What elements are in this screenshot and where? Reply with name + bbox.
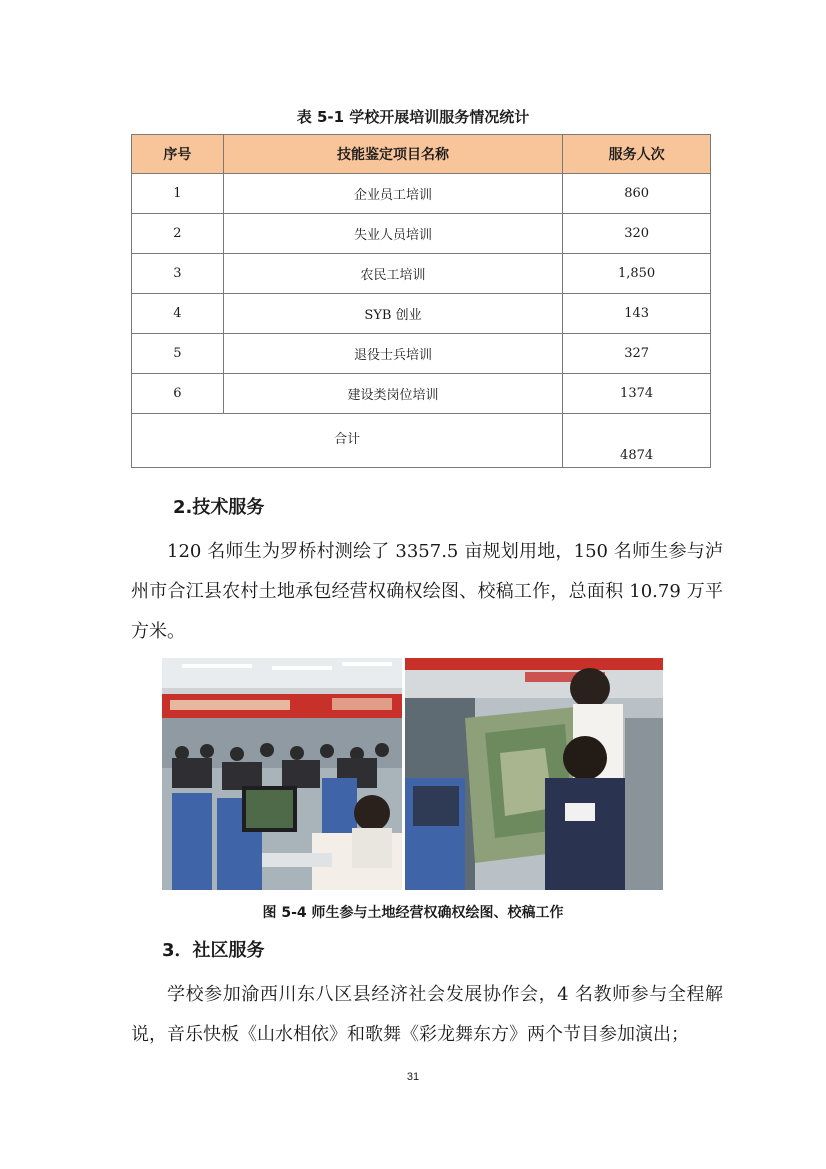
table-row bbox=[132, 334, 711, 374]
paragraph-text: 学校参加渝西川东八区县经济社会发展协作会，4 名教师参与全程解说，音乐快板《山水相依》和歌舞《彩龙舞东方》两个节目参加演出； bbox=[131, 984, 723, 1045]
row-service-count: 1,850 bbox=[563, 254, 711, 294]
section-heading-tech-service: 2.技术服务 bbox=[173, 497, 265, 518]
figure-photos bbox=[162, 658, 663, 890]
table-row bbox=[132, 374, 711, 414]
row-service-count: 1374 bbox=[563, 374, 711, 414]
row-service-count: 327 bbox=[563, 334, 711, 374]
row-index: 1 bbox=[132, 174, 224, 214]
computer-lab-photo bbox=[162, 658, 402, 890]
row-item-name: 建设类岗位培训 bbox=[223, 374, 562, 414]
row-index: 6 bbox=[132, 374, 224, 414]
row-item-name: 企业员工培训 bbox=[223, 174, 562, 214]
row-item-name: 退役士兵培训 bbox=[223, 334, 562, 374]
table-row bbox=[132, 254, 711, 294]
row-item-name: 农民工培训 bbox=[223, 254, 562, 294]
paragraph-text: 120 名师生为罗桥村测绘了 3357.5 亩规划用地，150 名师生参与泸州市合江县农村土地承包经营权确权绘图、校稿工作，总面积 10.79 万平方米。 bbox=[131, 541, 723, 642]
table-caption: 表 5-1 学校开展培训服务情况统计 bbox=[296, 108, 530, 126]
row-index: 4 bbox=[132, 294, 224, 334]
row-item-name: SYB 创业 bbox=[223, 294, 562, 334]
map-proofreading-photo bbox=[405, 658, 663, 890]
header-service-count: 服务人次 bbox=[563, 135, 711, 174]
total-value: 4874 bbox=[563, 414, 711, 468]
tech-service-paragraph bbox=[131, 532, 723, 652]
row-index: 3 bbox=[132, 254, 224, 294]
figure-caption: 图 5-4 师生参与土地经营权确权绘图、校稿工作 bbox=[262, 905, 564, 921]
row-index: 5 bbox=[132, 334, 224, 374]
row-service-count: 320 bbox=[563, 214, 711, 254]
table-row bbox=[132, 214, 711, 254]
header-item-name: 技能鉴定项目名称 bbox=[223, 135, 562, 174]
table-total-row bbox=[132, 414, 711, 468]
row-index: 2 bbox=[132, 214, 224, 254]
table-row bbox=[132, 294, 711, 334]
header-index: 序号 bbox=[132, 135, 224, 174]
row-item-name: 失业人员培训 bbox=[223, 214, 562, 254]
row-service-count: 860 bbox=[563, 174, 711, 214]
total-label: 合计 bbox=[132, 414, 563, 468]
row-service-count: 143 bbox=[563, 294, 711, 334]
training-stats-table bbox=[131, 134, 711, 468]
table-header-row bbox=[132, 135, 711, 174]
community-service-paragraph bbox=[131, 975, 723, 1055]
page-number: 31 bbox=[406, 1071, 420, 1083]
table-row bbox=[132, 174, 711, 214]
section-heading-community-service: 3．社区服务 bbox=[162, 940, 265, 961]
